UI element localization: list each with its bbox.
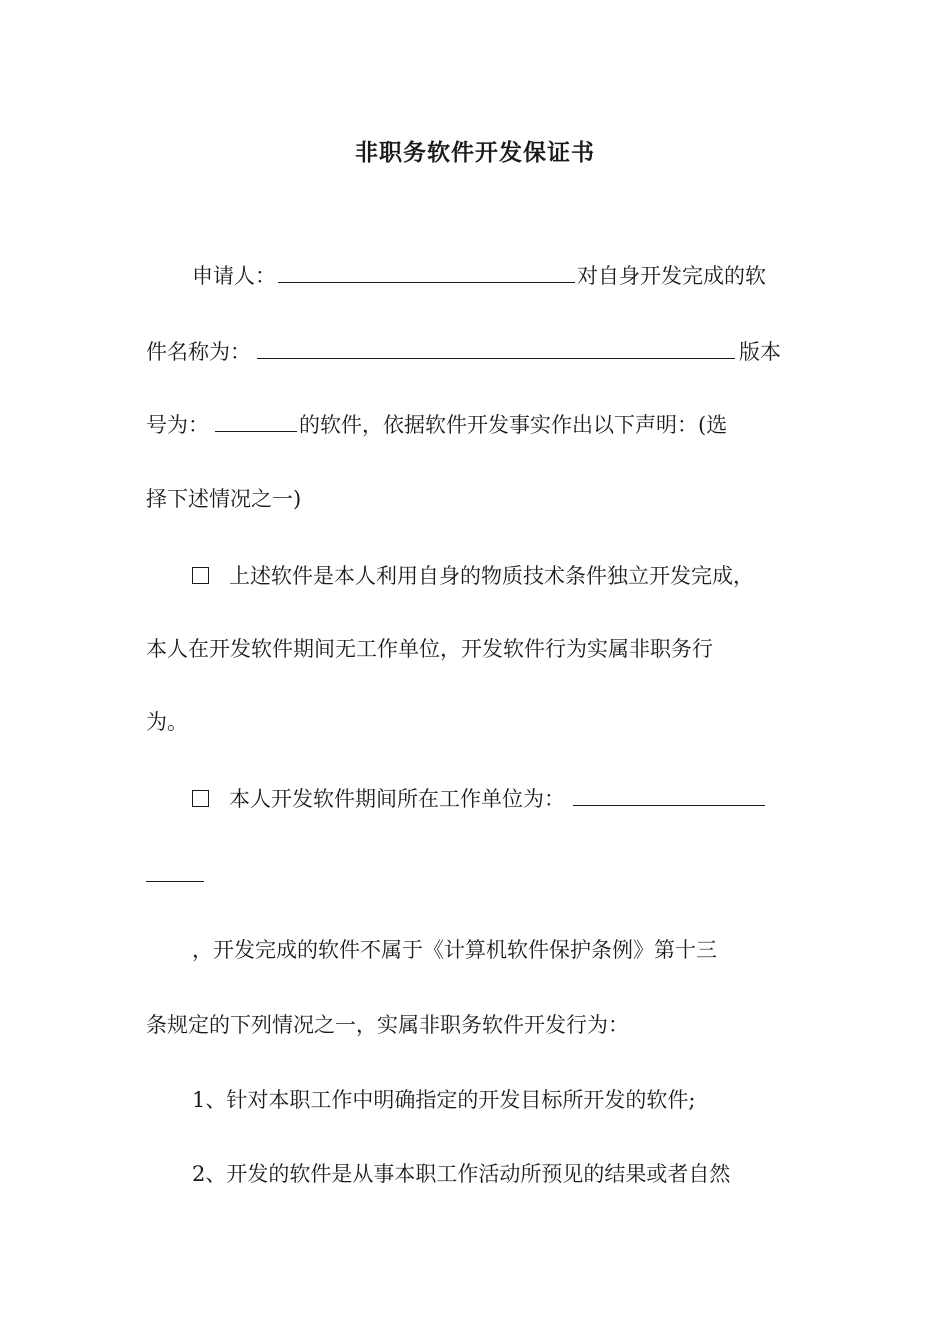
software-name-line xyxy=(146,335,810,369)
condition-1: 1、针对本职工作中明确指定的开发目标所开发的软件; xyxy=(192,1088,696,1112)
version-label: 版本 xyxy=(739,340,781,364)
option-2-line xyxy=(192,782,810,816)
version-number-blank[interactable] xyxy=(215,411,297,432)
option-2-checkbox[interactable] xyxy=(192,790,209,807)
option-1-checkbox[interactable] xyxy=(192,567,209,584)
software-name-label: 件名称为： xyxy=(146,340,251,364)
applicant-blank[interactable] xyxy=(278,262,575,283)
work-unit-blank-continuation-line xyxy=(146,858,810,892)
work-unit-blank-continuation[interactable] xyxy=(146,861,204,882)
option-1-line xyxy=(192,559,810,593)
option-2-text: 本人开发软件期间所在工作单位为： xyxy=(229,787,565,811)
applicant-line xyxy=(192,259,810,293)
option-1-text: 上述软件是本人利用自身的物质技术条件独立开发完成， xyxy=(229,564,754,588)
regulation-line: ，开发完成的软件不属于《计算机软件保护条例》第十三 xyxy=(192,938,717,962)
applicant-line-tail: 对自身开发完成的软 xyxy=(577,264,766,288)
option-1-continuation: 本人在开发软件期间无工作单位，开发软件行为实属非职务行 xyxy=(146,637,713,661)
work-unit-blank[interactable] xyxy=(573,785,765,806)
version-line xyxy=(146,408,810,442)
software-name-blank[interactable] xyxy=(257,338,735,359)
condition-2: 2、开发的软件是从事本职工作活动所预见的结果或者自然 xyxy=(192,1162,731,1186)
applicant-label: 申请人： xyxy=(192,264,276,288)
version-line-tail: 的软件，依据软件开发事实作出以下声明：(选 xyxy=(299,413,728,437)
document-title: 非职务软件开发保证书 xyxy=(355,140,595,166)
version-number-label: 号为： xyxy=(146,413,209,437)
choose-instruction: 择下述情况之一) xyxy=(146,487,302,511)
option-1-end: 为。 xyxy=(146,710,188,734)
regulation-continuation: 条规定的下列情况之一，实属非职务软件开发行为： xyxy=(146,1013,629,1037)
